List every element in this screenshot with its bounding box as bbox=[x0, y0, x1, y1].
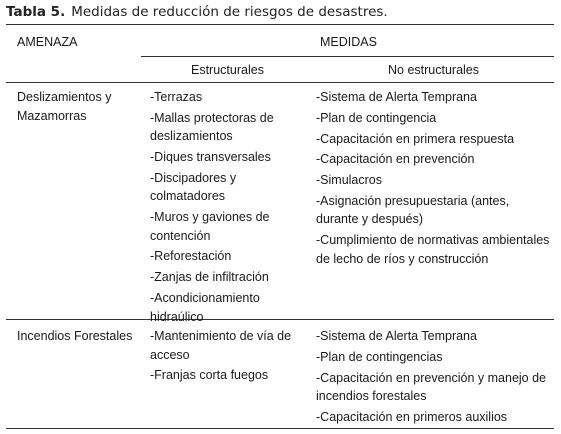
top-rule bbox=[6, 24, 554, 25]
list-item: -Cumplimiento de normativas ambientales de lecho de ríos y construcción bbox=[316, 233, 550, 266]
header-no-estructurales: No estructurales bbox=[388, 63, 480, 77]
table-caption bbox=[6, 4, 388, 20]
list-item: -Capacitación en prevención bbox=[316, 152, 475, 167]
amenaza-line: Deslizamientos y bbox=[17, 90, 112, 104]
row-1-no-estructurales-list bbox=[316, 88, 549, 271]
row-2-amenaza bbox=[17, 327, 132, 346]
list-item: -Discipadores y colmatadores bbox=[150, 170, 237, 204]
list-item: -Zanjas de infiltración bbox=[150, 270, 269, 285]
list-item: -Capacitación en prevención y manejo de incendios forestales bbox=[316, 370, 546, 404]
medidas-rule bbox=[141, 56, 554, 57]
list-item: -Diques transversales bbox=[150, 150, 271, 165]
list-item: -Terrazas bbox=[150, 90, 203, 104]
header-estructurales: Estructurales bbox=[191, 63, 264, 77]
list-item: -Mantenimiento de vía de acceso bbox=[150, 329, 292, 362]
table-title: Medidas de reducción de riesgos de desastres. bbox=[71, 4, 388, 20]
list-item: -Acondicionamiento hidraúlico bbox=[150, 291, 260, 324]
list-item: -Mallas protectoras de deslizamientos bbox=[150, 110, 274, 144]
header-medidas: MEDIDAS bbox=[320, 35, 377, 49]
list-item: -Sistema de Alerta Temprana bbox=[316, 90, 477, 104]
row-1-amenaza bbox=[17, 88, 111, 125]
row-separator-rule bbox=[6, 319, 554, 320]
row-2-no-estructurales-list bbox=[316, 327, 546, 429]
amenaza-line: Incendios Forestales bbox=[17, 329, 133, 343]
header-bottom-rule bbox=[6, 82, 554, 83]
row-2-estructurales-list bbox=[150, 327, 291, 387]
list-item: -Capacitación en primeros auxilios bbox=[316, 409, 508, 424]
list-item: -Simulacros bbox=[316, 173, 382, 188]
list-item: -Sistema de Alerta Temprana bbox=[316, 329, 477, 343]
list-item: -Asignación presupuestaria (antes, durante y después) bbox=[316, 193, 510, 227]
list-item: -Plan de contingencias bbox=[316, 349, 443, 364]
amenaza-line: Mazamorras bbox=[17, 108, 87, 123]
list-item: -Capacitación en primera respuesta bbox=[316, 131, 515, 146]
table-number: Tabla 5. bbox=[6, 4, 66, 20]
header-amenaza: AMENAZA bbox=[17, 35, 78, 49]
list-item: -Reforestación bbox=[150, 249, 232, 264]
row-1-estructurales-list bbox=[150, 88, 274, 328]
list-item: -Franjas corta fuegos bbox=[150, 368, 269, 383]
list-item: -Muros y gaviones de contención bbox=[150, 210, 270, 243]
list-item: -Plan de contingencia bbox=[316, 110, 437, 125]
